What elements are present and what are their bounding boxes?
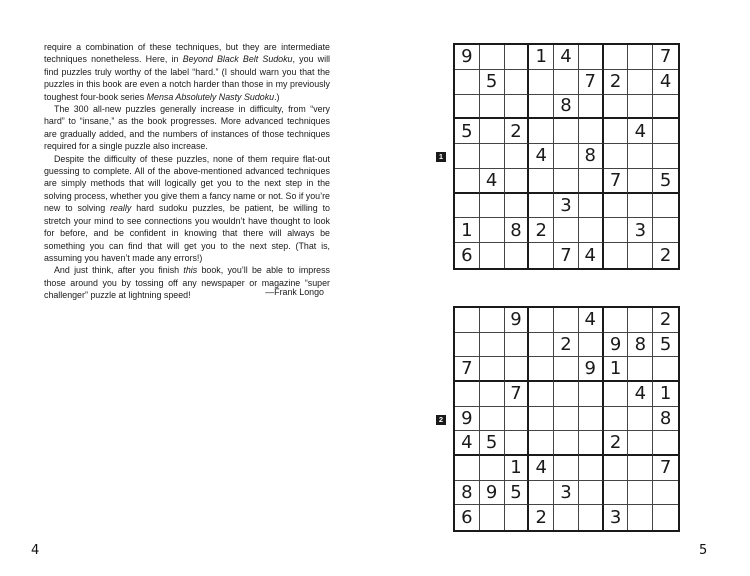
sudoku-cell [653, 431, 678, 456]
sudoku-cell [455, 194, 480, 219]
sudoku-cell: 5 [653, 333, 678, 358]
sudoku-cell: 7 [604, 169, 629, 194]
sudoku-cell: 1 [604, 357, 629, 382]
sudoku-cell [529, 357, 554, 382]
sudoku-cell: 5 [653, 169, 678, 194]
sudoku-cell [604, 243, 629, 268]
sudoku-cell [480, 119, 505, 144]
sudoku-cell: 3 [604, 505, 629, 530]
sudoku-cell [628, 308, 653, 333]
sudoku-cell [579, 194, 604, 219]
sudoku-cell [505, 505, 530, 530]
author-signature: —Frank Longo [265, 287, 324, 297]
sudoku-cell [628, 70, 653, 95]
body-text [44, 41, 330, 302]
sudoku-cell: 8 [628, 333, 653, 358]
text-run: require a combination of these techniques, but they are intermediate techniques nonetheless. Here, in [44, 42, 330, 65]
sudoku-cell: 2 [659, 245, 672, 267]
page-number-left: 4 [31, 543, 40, 558]
sudoku-cell [653, 95, 678, 120]
sudoku-cell [653, 119, 678, 144]
sudoku-cell: 9 [455, 45, 480, 70]
puzzle-number-badge-2: 2 [436, 415, 446, 425]
sudoku-cell [480, 505, 505, 530]
sudoku-cell [604, 194, 629, 219]
sudoku-cell [554, 382, 579, 407]
sudoku-cell [455, 456, 480, 481]
sudoku-cell [604, 481, 629, 506]
sudoku-cell [579, 382, 604, 407]
sudoku-cell: 1 [529, 45, 554, 70]
sudoku-cell [505, 333, 530, 358]
text-run: Despite the difficulty of these puzzles, none of them require flat-out guessing to complete. All of the above-mentioned advanced techniques are simply methods that will logically get you to the next step in the solving process, whether you give them a fancy name or not. So if you’re new to solving [44, 153, 330, 214]
sudoku-cell [628, 431, 653, 456]
sudoku-cell [604, 144, 629, 169]
sudoku-cell [579, 169, 604, 194]
sudoku-cell [529, 169, 554, 194]
sudoku-cell [480, 95, 505, 120]
text-run: , you will find puzzles truly worthy of the label “hard.” (I should warn you that the puzzles in this book are even a notch harder than those in my previously toughest four-book series [44, 54, 331, 102]
sudoku-cell: 1 [505, 456, 530, 481]
sudoku-cell: 7 [653, 456, 678, 481]
sudoku-cell [529, 407, 554, 432]
sudoku-cell: 9 [505, 308, 530, 333]
text-run: book, you’ll be able to impress those around you by tossing off any newspaper or magazine “super challenger” puzzle at lightning speed! [44, 265, 330, 301]
text-run: And just think, after you finish [54, 265, 184, 276]
sudoku-cell [579, 95, 604, 120]
sudoku-grid-1 [453, 43, 680, 270]
sudoku-cell [505, 194, 530, 219]
sudoku-cell: 3 [554, 194, 579, 219]
sudoku-cell [505, 243, 530, 268]
sudoku-cell: 5 [480, 70, 505, 95]
sudoku-cell [628, 144, 653, 169]
sudoku-cell [604, 45, 629, 70]
sudoku-cell [604, 218, 629, 243]
sudoku-cell [455, 70, 480, 95]
sudoku-cell: 5 [455, 119, 480, 144]
sudoku-cell [653, 144, 678, 169]
sudoku-cell: 2 [604, 431, 629, 456]
sudoku-cell [480, 357, 505, 382]
sudoku-cell [554, 119, 579, 144]
italic-text: this [183, 265, 198, 276]
sudoku-cell [628, 481, 653, 506]
sudoku-cell [554, 218, 579, 243]
sudoku-cell [628, 456, 653, 481]
sudoku-cell [529, 481, 554, 506]
sudoku-cell [628, 505, 653, 530]
sudoku-cell [505, 144, 530, 169]
sudoku-cell: 7 [505, 382, 530, 407]
sudoku-cell [480, 194, 505, 219]
sudoku-cell [480, 407, 505, 432]
sudoku-cell [455, 333, 480, 358]
sudoku-cell: 4 [529, 144, 554, 169]
sudoku-cell [505, 357, 530, 382]
sudoku-cell [628, 407, 653, 432]
sudoku-cell [529, 243, 554, 268]
sudoku-cell [604, 456, 629, 481]
sudoku-cell [604, 407, 629, 432]
italic-text: really [110, 203, 132, 214]
sudoku-cell [579, 45, 604, 70]
sudoku-cell [604, 308, 629, 333]
paragraph-1 [44, 41, 330, 103]
sudoku-cell: 7 [579, 70, 604, 95]
sudoku-cell [505, 70, 530, 95]
sudoku-cell [505, 169, 530, 194]
sudoku-cell [604, 119, 629, 144]
sudoku-cell [628, 45, 653, 70]
sudoku-cell: 1 [455, 218, 480, 243]
sudoku-cell [480, 45, 505, 70]
sudoku-cell [455, 144, 480, 169]
sudoku-cell: 8 [554, 95, 579, 120]
sudoku-cell [455, 95, 480, 120]
italic-text: Mensa Absolutely Nasty Sudoku [146, 91, 275, 102]
sudoku-cell [628, 357, 653, 382]
sudoku-cell [505, 431, 530, 456]
sudoku-cell [653, 357, 678, 382]
sudoku-cell [505, 407, 530, 432]
sudoku-cell: 4 [628, 119, 653, 144]
sudoku-cell: 8 [579, 144, 604, 169]
sudoku-cell [628, 169, 653, 194]
sudoku-cell: 5 [480, 431, 505, 456]
text-run: hard sudoku puzzles, be patient, be willing to stretch your mind to see connections you wouldn’t have thought to look for before, and be confident in knowing that there will always be something you can find that will get you to the next step. (That is, assuming you haven’t made any errors!) [44, 203, 330, 263]
sudoku-cell [554, 357, 579, 382]
sudoku-cell [505, 95, 530, 120]
sudoku-cell: 9 [579, 357, 604, 382]
sudoku-cell [579, 218, 604, 243]
paragraph-3 [44, 153, 330, 265]
sudoku-cell [653, 481, 678, 506]
sudoku-cell: 7 [455, 357, 480, 382]
sudoku-cell [480, 456, 505, 481]
sudoku-cell [628, 194, 653, 219]
sudoku-cell [579, 505, 604, 530]
sudoku-cell [554, 169, 579, 194]
sudoku-cell [480, 333, 505, 358]
sudoku-cell [480, 308, 505, 333]
sudoku-cell: 9 [455, 407, 480, 432]
sudoku-cell: 6 [455, 243, 480, 268]
sudoku-cell: 2 [529, 505, 554, 530]
sudoku-cell: 4 [554, 45, 579, 70]
sudoku-cell [579, 456, 604, 481]
text-run: .) [274, 91, 280, 102]
sudoku-cell: 8 [653, 407, 678, 432]
sudoku-cell: 4 [628, 382, 653, 407]
sudoku-cell [505, 45, 530, 70]
puzzle-number-badge-1: 1 [436, 152, 446, 162]
sudoku-cell [554, 308, 579, 333]
sudoku-cell [480, 243, 505, 268]
sudoku-cell: 2 [505, 119, 530, 144]
sudoku-cell [529, 70, 554, 95]
page-number-right: 5 [699, 543, 708, 558]
sudoku-cell [529, 119, 554, 144]
sudoku-cell: 2 [554, 333, 579, 358]
sudoku-cell [529, 382, 554, 407]
sudoku-cell: 8 [505, 218, 530, 243]
sudoku-cell [529, 95, 554, 120]
sudoku-cell [455, 382, 480, 407]
sudoku-cell [529, 333, 554, 358]
sudoku-cell: 9 [480, 481, 505, 506]
sudoku-cell: 4 [529, 456, 554, 481]
sudoku-cell [579, 333, 604, 358]
sudoku-cell: 4 [455, 431, 480, 456]
italic-text: Beyond Black Belt Sudoku [182, 54, 293, 65]
sudoku-cell: 9 [604, 333, 629, 358]
sudoku-cell [579, 407, 604, 432]
sudoku-cell [554, 144, 579, 169]
sudoku-cell [653, 218, 678, 243]
sudoku-cell: 4 [653, 70, 678, 95]
sudoku-cell [653, 505, 678, 530]
sudoku-cell [604, 95, 629, 120]
sudoku-cell [554, 456, 579, 481]
sudoku-cell: 4 [579, 243, 604, 268]
sudoku-cell: 4 [480, 169, 505, 194]
sudoku-cell [529, 194, 554, 219]
sudoku-cell [604, 382, 629, 407]
sudoku-cell: 1 [653, 382, 678, 407]
sudoku-cell: 2 [653, 308, 678, 333]
sudoku-cell [628, 95, 653, 120]
sudoku-cell: 3 [628, 218, 653, 243]
sudoku-cell [529, 308, 554, 333]
sudoku-cell [480, 144, 505, 169]
sudoku-cell [579, 431, 604, 456]
sudoku-cell [480, 218, 505, 243]
sudoku-cell [579, 119, 604, 144]
sudoku-cell: 6 [455, 505, 480, 530]
sudoku-cell [579, 481, 604, 506]
sudoku-cell [554, 70, 579, 95]
sudoku-cell [455, 308, 480, 333]
sudoku-cell: 8 [455, 481, 480, 506]
sudoku-cell: 2 [604, 70, 629, 95]
sudoku-cell: 3 [554, 481, 579, 506]
sudoku-cell: 7 [554, 243, 579, 268]
sudoku-cell [653, 194, 678, 219]
sudoku-grid-2 [453, 306, 680, 532]
sudoku-cell [554, 505, 579, 530]
sudoku-cell: 5 [505, 481, 530, 506]
sudoku-cell [554, 407, 579, 432]
sudoku-cell: 4 [579, 308, 604, 333]
sudoku-cell [455, 169, 480, 194]
sudoku-cell [529, 431, 554, 456]
sudoku-cell [628, 243, 653, 268]
sudoku-cell: 2 [529, 218, 554, 243]
sudoku-cell [554, 431, 579, 456]
paragraph-2 [44, 103, 330, 153]
text-run: The 300 all-new puzzles generally increase in difficulty, from “very hard” to “insane,” as the book progresses. More advanced techniques are gradually added, and the numbers of instances of those techniques required for a single puzzle also increase. [44, 104, 330, 152]
sudoku-cell [480, 382, 505, 407]
sudoku-cell: 7 [653, 45, 678, 70]
